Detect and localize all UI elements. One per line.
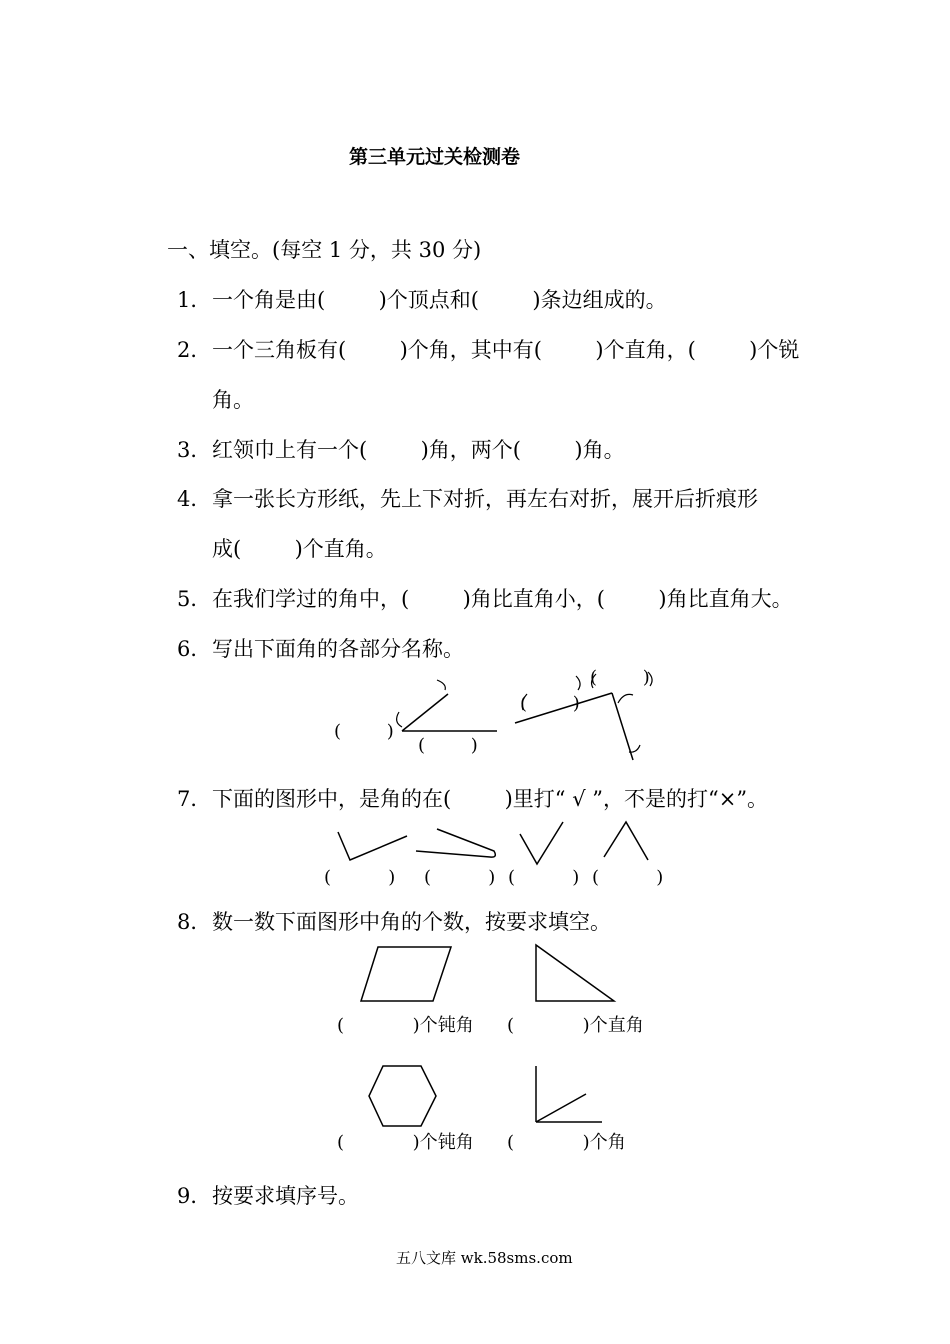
question-number: 3． — [177, 438, 212, 462]
q7-answer-paren[interactable]: ( ) — [324, 867, 396, 888]
question-text: 写出下面角的各部分名称。 — [212, 637, 464, 661]
q6-paren-left[interactable]: ( ) — [520, 693, 580, 714]
q7-answer-paren[interactable]: ( ) — [592, 867, 664, 888]
question-text: 一个三角板有( )个角，其中有( )个直角，( )个锐 — [212, 338, 800, 362]
question-text: 一个角是由( )个顶点和( )条边组成的。 — [212, 288, 667, 312]
question-text-continued: 成( )个直角。 — [212, 537, 387, 561]
question-number: 4． — [177, 487, 212, 511]
q8-label-parallelogram[interactable]: ( )个钝角 — [337, 1015, 474, 1036]
question-number: 2． — [177, 338, 212, 362]
q6-paren-vertex[interactable]: ( ) — [334, 721, 394, 742]
q6-paren-top[interactable]: ( ) — [590, 667, 650, 688]
question-text-continued: 角。 — [212, 388, 254, 412]
q8-label-triangle[interactable]: ( )个直角 — [507, 1015, 644, 1036]
q6-paren-side[interactable]: ( ) — [418, 735, 478, 756]
question-text: 红领巾上有一个( )角，两个( )角。 — [212, 438, 625, 462]
question-text: 数一数下面图形中角的个数，按要求填空。 — [212, 910, 611, 934]
question-text: 下面的图形中，是角的在( )里打“ √ ”，不是的打“×”。 — [212, 787, 769, 811]
page-title: 第三单元过关检测卷 — [349, 146, 521, 168]
question-text: 按要求填序号。 — [212, 1184, 359, 1208]
question-number: 5． — [177, 587, 212, 611]
question-number: 8． — [177, 910, 212, 934]
page-footer: 五八文库 wk.58sms.com — [396, 1249, 573, 1267]
q7-answer-paren[interactable]: ( ) — [424, 867, 496, 888]
question-number: 1． — [177, 288, 212, 312]
q8-label-hexagon[interactable]: ( )个钝角 — [337, 1132, 474, 1153]
question-number: 6． — [177, 637, 212, 661]
question-number: 9． — [177, 1184, 212, 1208]
q8-label-angles[interactable]: ( )个角 — [507, 1132, 626, 1153]
section-heading: 一、填空。(每空 1 分，共 30 分) — [167, 238, 482, 262]
question-text: 拿一张长方形纸，先上下对折，再左右对折，展开后折痕形 — [212, 487, 758, 511]
question-text: 在我们学过的角中，( )角比直角小，( )角比直角大。 — [212, 587, 793, 611]
q7-answer-paren[interactable]: ( ) — [508, 867, 580, 888]
question-number: 7． — [177, 787, 212, 811]
